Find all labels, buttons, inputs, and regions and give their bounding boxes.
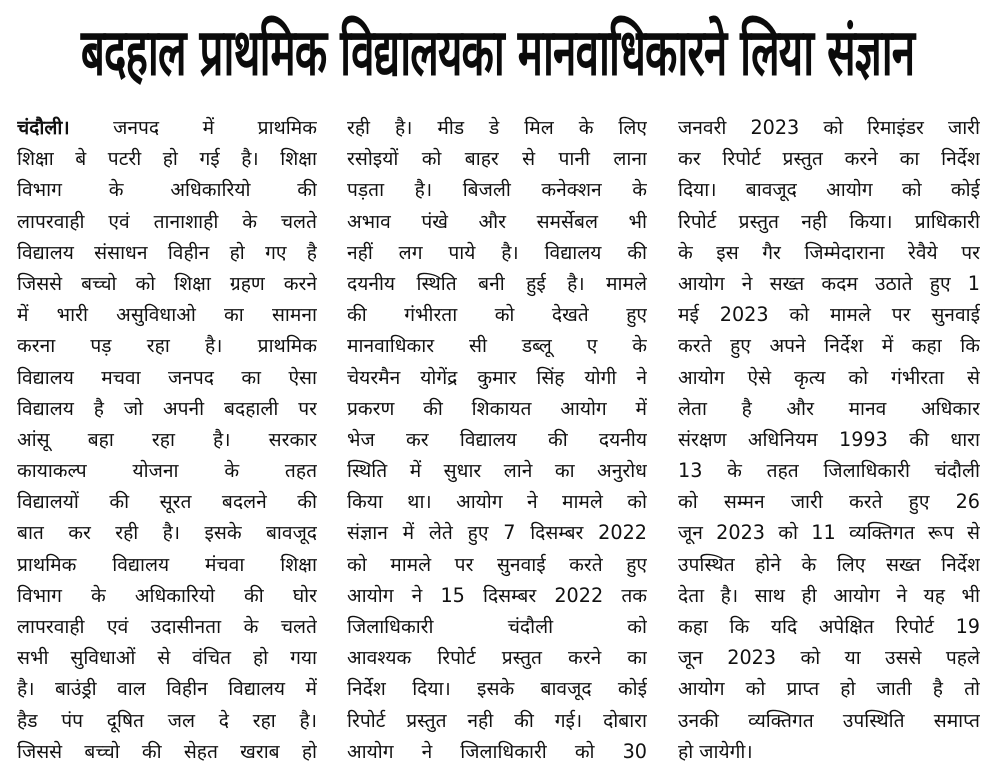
article-line: मई 2023 को मामले पर सुनवाई (678, 303, 980, 327)
article-line: बात कर रही है। इसके बावजूद (17, 521, 317, 545)
article-column-2 (347, 112, 647, 767)
article-line: आयोग को प्राप्त हो जाती है तो (678, 677, 980, 701)
article-headline: बदहाल प्राथमिक विद्यालयका मानवाधिकारने लिया संज्ञान (80, 14, 915, 90)
article-line: करते हुए अपने निर्देश में कहा कि (678, 334, 980, 358)
article-line: प्राथमिक विद्यालय मंचवा शिक्षा (17, 552, 317, 576)
article-line: में भारी असुविधाओ का सामना (17, 303, 317, 327)
article-line: आयोग ने जिलाधिकारी को 30 (347, 739, 647, 763)
article-line: शिक्षा बे पटरी हो गई है। शिक्षा (17, 147, 317, 171)
article-line: कहा कि यदि अपेक्षित रिपोर्ट 19 (678, 615, 980, 638)
article-line: 13 के तहत जिलाधिकारी चंदौली (678, 459, 980, 483)
article-line-text: जनपद में प्राथमिक (113, 116, 317, 139)
article-line: रिपोर्ट प्रस्तुत नही किया। प्राधिकारी (678, 209, 980, 233)
article-line: प्रकरण की शिकायत आयोग में (347, 396, 647, 420)
article-line: नहीं लग पाये है। विद्यालय की (347, 240, 647, 264)
article-line: विद्यालय है जो अपनी बदहाली पर (17, 396, 317, 420)
article-line: आयोग ने 15 दिसम्बर 2022 तक (347, 583, 647, 607)
article-line: कायाकल्प योजना के तहत (17, 459, 317, 483)
article-line: विद्यालय मचवा जनपद का ऐसा (17, 365, 317, 389)
article-line: अभाव पंखे और समर्सेबल भी (347, 209, 647, 233)
article-body (0, 112, 995, 776)
article-line: लेता है और मानव अधिकार (678, 396, 980, 420)
article-line: स्थिति में सुधार लाने का अनुरोध (347, 459, 647, 483)
article-line: लापरवाही एवं तानाशाही के चलते (17, 209, 317, 233)
article-line: रसोइयों को बाहर से पानी लाना (347, 147, 647, 171)
article-line: आयोग ने सख्त कदम उठाते हुए 1 (678, 271, 980, 295)
article-line: उपस्थित होने के लिए सख्त निर्देश (678, 552, 980, 576)
article-line: उनकी व्यक्तिगत उपस्थिति समाप्त (678, 708, 980, 732)
article-headline-container (0, 6, 995, 98)
article-line: है। बाउंड्री वाल विहीन विद्यालय में (17, 677, 317, 701)
dateline: चंदौली। (17, 116, 70, 139)
article-line: निर्देश दिया। इसके बावजूद कोई (347, 677, 647, 701)
article-line: विद्यालय संसाधन विहीन हो गए है (17, 240, 317, 264)
article-line: भेज कर विद्यालय की दयनीय (347, 427, 647, 451)
article-line: रिपोर्ट प्रस्तुत नही की गई। दोबारा (347, 708, 647, 732)
article-line: आंसू बहा रहा है। सरकार (17, 427, 317, 451)
article-line (17, 112, 317, 143)
article-line: रही है। मीड डे मिल के लिए (347, 116, 647, 139)
article-line: के इस गैर जिम्मेदाराना रेवैये पर (678, 240, 980, 264)
article-line: संज्ञान में लेते हुए 7 दिसम्बर 2022 (347, 521, 647, 545)
article-line: करना पड़ रहा है। प्राथमिक (17, 334, 317, 358)
article-line: जिससे बच्चो की सेहत खराब हो (17, 739, 317, 763)
article-line: की गंभीरता को देखते हुए (347, 303, 647, 327)
article-line: सभी सुविधाओं से वंचित हो गया (17, 646, 317, 670)
article-line: जिलाधिकारी चंदौली को (347, 615, 647, 638)
article-line: जून 2023 को 11 व्यक्तिगत रूप से (678, 521, 980, 545)
article-line: संरक्षण अधिनियम 1993 की धारा (678, 427, 980, 451)
article-line: मानवाधिकार सी डब्लू ए के (347, 334, 647, 358)
article-line: जिससे बच्चो को शिक्षा ग्रहण करने (17, 271, 317, 295)
article-line: कर रिपोर्ट प्रस्तुत करने का निर्देश (678, 147, 980, 171)
article-line: विभाग के अधिकारियो की (17, 178, 317, 202)
article-line: को मामले पर सुनवाई करते हुए (347, 552, 647, 576)
article-line: लापरवाही एवं उदासीनता के चलते (17, 615, 317, 638)
article-line: पड़ता है। बिजली कनेक्शन के (347, 178, 647, 202)
article-line: हो जायेगी। (678, 739, 753, 763)
article-line: किया था। आयोग ने मामले को (347, 490, 647, 514)
article-line: चेयरमैन योगेंद्र कुमार सिंह योगी ने (347, 365, 647, 389)
article-line: हैड पंप दूषित जल दे रहा है। (17, 708, 317, 732)
article-line: को सम्मन जारी करते हुए 26 (678, 490, 980, 514)
article-line: दयनीय स्थिति बनी हुई है। मामले (347, 271, 647, 295)
article-line: जनवरी 2023 को रिमाइंडर जारी (678, 116, 980, 139)
article-column-1 (17, 112, 317, 767)
article-line: विद्यालयों की सूरत बदलने की (17, 490, 317, 514)
article-line: दिया। बावजूद आयोग को कोई (678, 178, 980, 202)
article-line: आवश्यक रिपोर्ट प्रस्तुत करने का (347, 646, 647, 670)
article-line: देता है। साथ ही आयोग ने यह भी (678, 583, 980, 607)
article-column-3 (678, 112, 980, 767)
article-line: विभाग के अधिकारियो की घोर (17, 583, 317, 607)
article-line: आयोग ऐसे कृत्य को गंभीरता से (678, 365, 980, 389)
article-line: जून 2023 को या उससे पहले (678, 646, 980, 670)
